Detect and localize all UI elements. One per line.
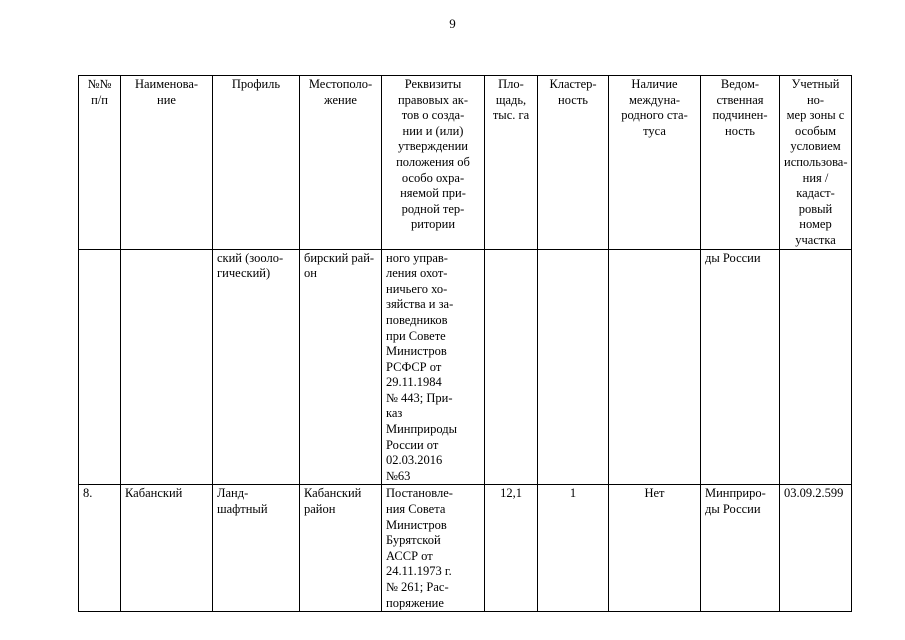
cell-area: 12,1 (485, 485, 538, 612)
cell-name: Кабанский (121, 485, 213, 612)
cell-number: 8. (79, 485, 121, 612)
header-registration-number: Учетный но- мер зоны с особым условием использова- ния / кадаст- ровый номер участка (780, 76, 852, 250)
header-legal-acts: Реквизиты правовых ак- тов о созда- нии и (или) утверждении положения об особо охра- няемой при- родной тер- ритории (382, 76, 485, 250)
cell-cluster (538, 249, 609, 485)
cell-profile: Ланд- шафтный (213, 485, 300, 612)
header-international-status: Наличие междуна- родного ста- туса (609, 76, 701, 250)
header-area: Пло- щадь, тыс. га (485, 76, 538, 250)
header-name: Наименова- ние (121, 76, 213, 250)
table-header-row (79, 76, 852, 250)
cell-location: Кабанский район (300, 485, 382, 612)
protected-areas-table (78, 75, 852, 612)
cell-registration-number (780, 249, 852, 485)
cell-legal-acts: ного управ- ления охот- ничьего хо- зяйства и за- поведников при Совете Министров РСФСР от 29.11.1984 № 443; При- каз Минприроды России от 02.03.2016 №63 (382, 249, 485, 485)
table-row (79, 485, 852, 612)
cell-cluster: 1 (538, 485, 609, 612)
table-row (79, 249, 852, 485)
cell-number (79, 249, 121, 485)
cell-registration-number: 03.09.2.599 (780, 485, 852, 612)
header-department: Ведом- ственная подчинен- ность (701, 76, 780, 250)
cell-international-status (609, 249, 701, 485)
cell-department: Минприро- ды России (701, 485, 780, 612)
cell-profile: ский (зооло- гический) (213, 249, 300, 485)
cell-area (485, 249, 538, 485)
cell-legal-acts: Постановле- ния Совета Министров Бурятской АССР от 24.11.1973 г. № 261; Рас- поряжение (382, 485, 485, 612)
cell-international-status: Нет (609, 485, 701, 612)
header-profile: Профиль (213, 76, 300, 250)
page-number: 9 (449, 16, 456, 31)
cell-name (121, 249, 213, 485)
header-cluster: Кластер- ность (538, 76, 609, 250)
cell-department: ды России (701, 249, 780, 485)
header-location: Местополо- жение (300, 76, 382, 250)
cell-location: бирский рай- он (300, 249, 382, 485)
header-number: №№ п/п (79, 76, 121, 250)
